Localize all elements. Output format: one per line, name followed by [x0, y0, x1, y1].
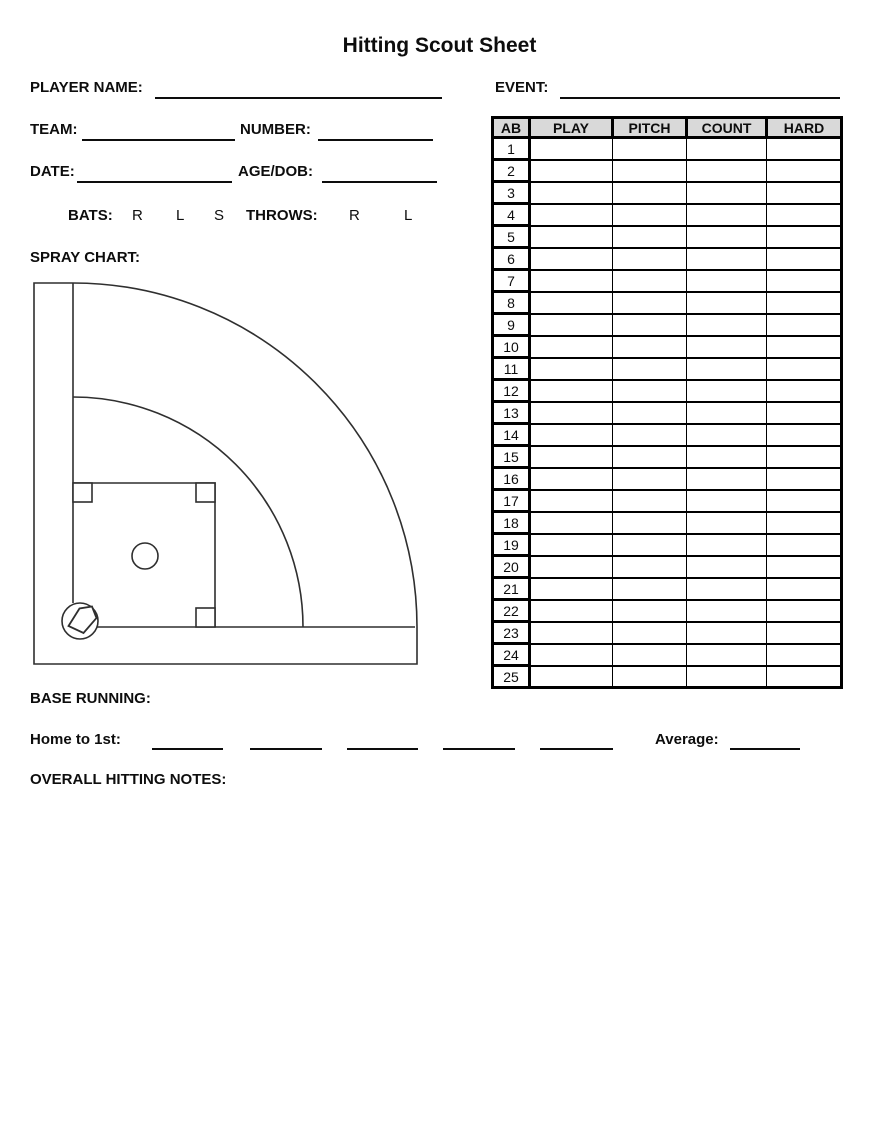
table-row: [493, 468, 842, 490]
table-cell-pitch: [613, 556, 687, 578]
table-row: [493, 578, 842, 600]
table-cell-pitch: [613, 600, 687, 622]
table-cell-count: [687, 666, 767, 688]
table-cell-play: [530, 490, 613, 512]
table-cell-play: [530, 292, 613, 314]
ab-number-cell: 3: [493, 182, 530, 204]
ab-number-cell: 5: [493, 226, 530, 248]
table-row: [493, 182, 842, 204]
table-cell-count: [687, 270, 767, 292]
column-header-hard: HARD: [767, 118, 842, 138]
table-cell-pitch: [613, 138, 687, 160]
table-cell-pitch: [613, 248, 687, 270]
table-cell-hard: [767, 644, 842, 666]
ab-number-cell: 23: [493, 622, 530, 644]
column-header-count: COUNT: [687, 118, 767, 138]
home-plate: [69, 607, 97, 634]
table-cell-hard: [767, 182, 842, 204]
table-row: [493, 292, 842, 314]
ab-number-cell: 15: [493, 446, 530, 468]
table-cell-count: [687, 204, 767, 226]
table-row: [493, 204, 842, 226]
table-cell-play: [530, 248, 613, 270]
table-row: [493, 556, 842, 578]
table-cell-pitch: [613, 666, 687, 688]
table-cell-pitch: [613, 534, 687, 556]
table-row: [493, 666, 842, 688]
column-header-ab: AB: [493, 118, 530, 138]
table-cell-pitch: [613, 182, 687, 204]
table-cell-play: [530, 424, 613, 446]
ab-number-cell: 7: [493, 270, 530, 292]
table-cell-count: [687, 182, 767, 204]
home-to-1st-label: Home to 1st:: [30, 731, 121, 748]
table-cell-count: [687, 138, 767, 160]
table-cell-play: [530, 666, 613, 688]
ab-table-container: [491, 116, 843, 689]
table-cell-pitch: [613, 446, 687, 468]
table-cell-hard: [767, 138, 842, 160]
table-row: [493, 446, 842, 468]
ab-number-cell: 13: [493, 402, 530, 424]
column-header-pitch: PITCH: [613, 118, 687, 138]
table-cell-pitch: [613, 292, 687, 314]
table-cell-hard: [767, 578, 842, 600]
ab-number-cell: 19: [493, 534, 530, 556]
ab-number-cell: 22: [493, 600, 530, 622]
table-cell-hard: [767, 314, 842, 336]
table-cell-pitch: [613, 314, 687, 336]
table-cell-play: [530, 468, 613, 490]
table-cell-hard: [767, 534, 842, 556]
second-base: [196, 483, 215, 502]
age-dob-blank-line: [322, 181, 437, 183]
ab-number-cell: 6: [493, 248, 530, 270]
table-cell-play: [530, 622, 613, 644]
table-row: [493, 248, 842, 270]
ab-number-cell: 16: [493, 468, 530, 490]
table-row: [493, 402, 842, 424]
table-cell-pitch: [613, 424, 687, 446]
table-row: [493, 512, 842, 534]
table-cell-pitch: [613, 622, 687, 644]
table-cell-hard: [767, 490, 842, 512]
table-cell-hard: [767, 380, 842, 402]
home-to-1st-blank-4: [443, 748, 515, 750]
throws-option-left: L: [404, 207, 413, 224]
table-cell-hard: [767, 666, 842, 688]
table-cell-pitch: [613, 358, 687, 380]
table-cell-pitch: [613, 512, 687, 534]
throws-label: THROWS:: [246, 207, 318, 224]
event-label: EVENT:: [495, 79, 549, 96]
table-cell-count: [687, 424, 767, 446]
date-blank-line: [77, 181, 232, 183]
table-cell-play: [530, 556, 613, 578]
spray-chart-label: SPRAY CHART:: [30, 249, 141, 266]
spray-chart-field-diagram: [30, 276, 421, 668]
table-row: [493, 600, 842, 622]
infield-square: [73, 483, 215, 627]
table-cell-play: [530, 226, 613, 248]
overall-hitting-notes-label: OVERALL HITTING NOTES:: [30, 771, 227, 788]
table-row: [493, 644, 842, 666]
table-cell-hard: [767, 204, 842, 226]
table-cell-hard: [767, 424, 842, 446]
table-cell-hard: [767, 292, 842, 314]
table-cell-play: [530, 578, 613, 600]
table-row: [493, 226, 842, 248]
pitchers-mound: [132, 543, 158, 569]
throws-option-right: R: [349, 207, 360, 224]
table-cell-play: [530, 160, 613, 182]
table-cell-play: [530, 270, 613, 292]
ab-number-cell: 2: [493, 160, 530, 182]
table-cell-play: [530, 314, 613, 336]
ab-number-cell: 24: [493, 644, 530, 666]
table-cell-count: [687, 336, 767, 358]
number-blank-line: [318, 139, 433, 141]
table-row: [493, 358, 842, 380]
ab-number-cell: 12: [493, 380, 530, 402]
table-cell-hard: [767, 600, 842, 622]
table-cell-play: [530, 358, 613, 380]
table-header-row: [493, 118, 842, 138]
ab-number-cell: 9: [493, 314, 530, 336]
table-cell-count: [687, 380, 767, 402]
home-to-1st-blank-2: [250, 748, 322, 750]
age-dob-label: AGE/DOB:: [238, 163, 313, 180]
table-cell-count: [687, 644, 767, 666]
table-cell-hard: [767, 160, 842, 182]
table-cell-hard: [767, 446, 842, 468]
table-cell-play: [530, 512, 613, 534]
table-cell-count: [687, 600, 767, 622]
team-label: TEAM:: [30, 121, 78, 138]
table-cell-count: [687, 160, 767, 182]
table-cell-count: [687, 622, 767, 644]
ab-number-cell: 18: [493, 512, 530, 534]
table-row: [493, 314, 842, 336]
table-cell-count: [687, 446, 767, 468]
table-row: [493, 534, 842, 556]
table-cell-play: [530, 182, 613, 204]
first-base: [196, 608, 215, 627]
table-cell-count: [687, 512, 767, 534]
table-cell-hard: [767, 512, 842, 534]
table-row: [493, 424, 842, 446]
table-cell-count: [687, 490, 767, 512]
table-cell-count: [687, 468, 767, 490]
table-cell-play: [530, 380, 613, 402]
event-blank-line: [560, 97, 840, 99]
table-row: [493, 160, 842, 182]
table-cell-play: [530, 204, 613, 226]
ab-number-cell: 8: [493, 292, 530, 314]
table-cell-pitch: [613, 226, 687, 248]
home-to-1st-blank-1: [152, 748, 223, 750]
third-base: [73, 483, 92, 502]
page-title: Hitting Scout Sheet: [342, 34, 537, 57]
table-cell-play: [530, 336, 613, 358]
table-cell-hard: [767, 336, 842, 358]
bats-label: BATS:: [68, 207, 113, 224]
table-cell-count: [687, 292, 767, 314]
date-label: DATE:: [30, 163, 75, 180]
average-label: Average:: [655, 731, 719, 748]
home-to-1st-blank-5: [540, 748, 613, 750]
ab-number-cell: 11: [493, 358, 530, 380]
bats-option-left: L: [176, 207, 185, 224]
table-cell-pitch: [613, 204, 687, 226]
ab-number-cell: 1: [493, 138, 530, 160]
column-header-play: PLAY: [530, 118, 613, 138]
table-cell-hard: [767, 226, 842, 248]
table-cell-pitch: [613, 270, 687, 292]
table-cell-hard: [767, 270, 842, 292]
table-row: [493, 622, 842, 644]
table-cell-play: [530, 446, 613, 468]
table-cell-play: [530, 402, 613, 424]
table-cell-play: [530, 138, 613, 160]
ab-number-cell: 25: [493, 666, 530, 688]
table-cell-count: [687, 402, 767, 424]
team-blank-line: [82, 139, 235, 141]
player-name-blank-line: [155, 97, 442, 99]
ab-number-cell: 14: [493, 424, 530, 446]
table-row: [493, 336, 842, 358]
table-row: [493, 490, 842, 512]
bats-option-switch: S: [214, 207, 225, 224]
table-row: [493, 138, 842, 160]
table-cell-count: [687, 556, 767, 578]
table-cell-pitch: [613, 644, 687, 666]
ab-number-cell: 21: [493, 578, 530, 600]
ab-number-cell: 17: [493, 490, 530, 512]
table-cell-pitch: [613, 380, 687, 402]
ab-number-cell: 4: [493, 204, 530, 226]
table-row: [493, 270, 842, 292]
table-cell-pitch: [613, 402, 687, 424]
table-cell-pitch: [613, 490, 687, 512]
table-cell-hard: [767, 468, 842, 490]
table-cell-pitch: [613, 336, 687, 358]
table-cell-play: [530, 534, 613, 556]
table-cell-pitch: [613, 578, 687, 600]
table-cell-hard: [767, 556, 842, 578]
table-cell-pitch: [613, 468, 687, 490]
base-running-label: BASE RUNNING:: [30, 690, 151, 707]
outfield-fence-arc: [73, 283, 417, 627]
table-cell-hard: [767, 622, 842, 644]
table-cell-count: [687, 248, 767, 270]
ab-number-cell: 20: [493, 556, 530, 578]
table-cell-hard: [767, 358, 842, 380]
table-cell-play: [530, 644, 613, 666]
table-cell-count: [687, 358, 767, 380]
table-cell-count: [687, 534, 767, 556]
player-name-label: PLAYER NAME:: [30, 79, 143, 96]
bats-option-right: R: [132, 207, 143, 224]
number-label: NUMBER:: [240, 121, 311, 138]
table-cell-count: [687, 578, 767, 600]
table-cell-hard: [767, 402, 842, 424]
table-cell-hard: [767, 248, 842, 270]
table-row: [493, 380, 842, 402]
average-blank-line: [730, 748, 800, 750]
table-cell-count: [687, 314, 767, 336]
ab-table: [491, 116, 843, 689]
infield-grass-arc: [73, 397, 303, 627]
ab-number-cell: 10: [493, 336, 530, 358]
table-cell-count: [687, 226, 767, 248]
table-cell-pitch: [613, 160, 687, 182]
table-cell-play: [530, 600, 613, 622]
home-to-1st-blank-3: [347, 748, 418, 750]
